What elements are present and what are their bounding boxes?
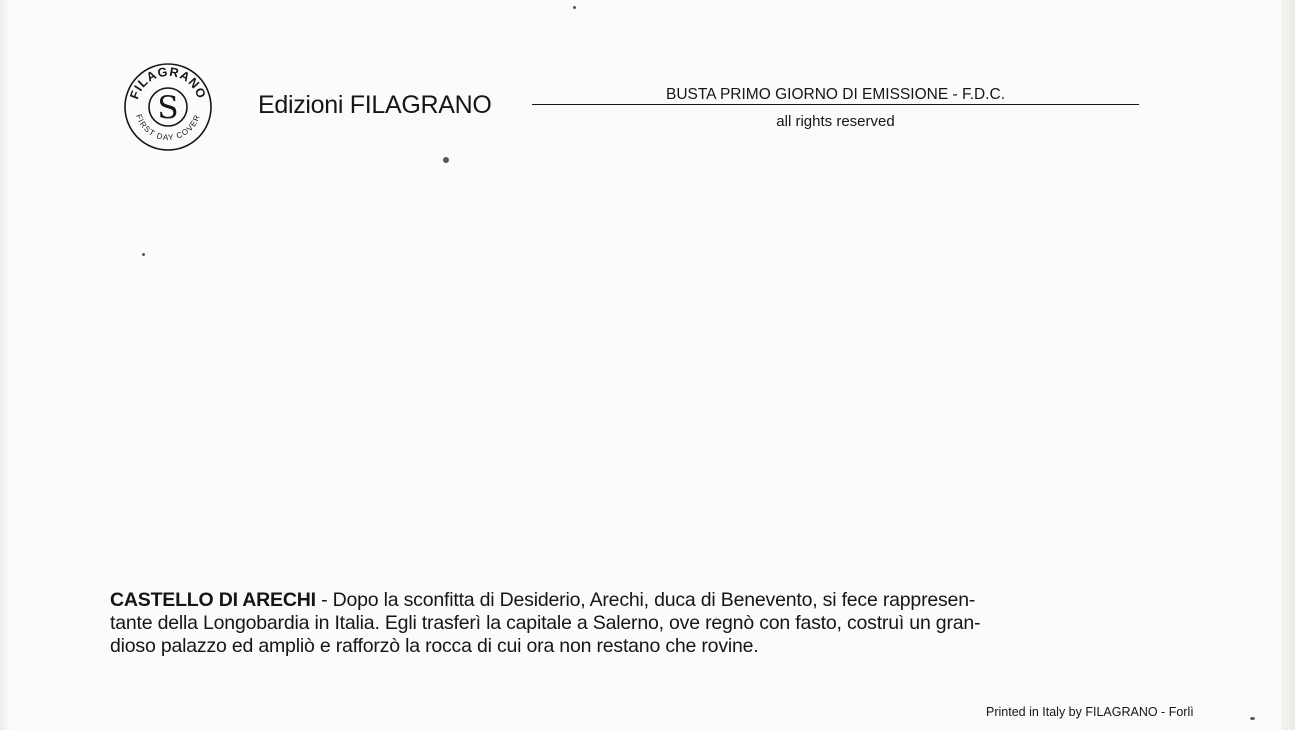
description-line-1 (110, 589, 1140, 612)
publisher-name: Edizioni FILAGRANO (258, 91, 492, 119)
paper-speck (443, 157, 449, 163)
filagrano-logo-seal (123, 62, 213, 152)
logo-tagline: FIRST DAY COVER (134, 112, 202, 143)
printer-credit: Printed in Italy by FILAGRANO - Forlì (986, 705, 1194, 719)
rights-notice: all rights reserved (776, 113, 895, 130)
envelope-right-edge (1281, 0, 1295, 730)
castle-description (110, 589, 1140, 658)
description-line-2: tante della Longobardia in Italia. Egli trasferì la capitale a Salerno, ove regnò con fasto, costruì un gran- (110, 612, 981, 634)
header-divider-line (532, 104, 1139, 105)
description-line-1-text: - Dopo la sconfitta di Desiderio, Arechi, duca di Benevento, si fece rappresen- (315, 589, 976, 611)
description-heading: CASTELLO DI ARECHI (110, 589, 316, 611)
logo-monogram: S (157, 90, 179, 126)
envelope-left-edge (0, 0, 10, 730)
paper-speck (1250, 717, 1255, 720)
fdc-title: BUSTA PRIMO GIORNO DI EMISSIONE - F.D.C. (665, 86, 1006, 103)
description-line-3: dioso palazzo ed ampliò e rafforzò la rocca di cui ora non restano che rovine. (110, 635, 759, 657)
logo-brand-text: FILAGRANO (127, 64, 209, 102)
paper-speck (142, 253, 145, 256)
paper-speck (573, 6, 576, 9)
